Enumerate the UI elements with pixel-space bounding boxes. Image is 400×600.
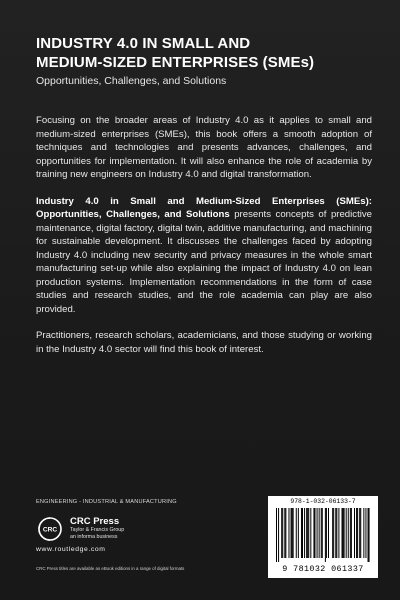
book-subtitle: Opportunities, Challenges, and Solutions [36, 75, 227, 87]
barcode-bar [308, 508, 309, 558]
barcode-bar [365, 508, 366, 558]
barcode-bar [310, 508, 311, 558]
barcode-bar [326, 508, 327, 558]
barcode-bar [325, 508, 326, 562]
isbn-barcode [268, 496, 378, 578]
barcode-bar [332, 508, 333, 558]
barcode-bar [288, 508, 289, 558]
barcode-bar [368, 508, 369, 562]
barcode-bar [338, 508, 339, 558]
subject-category: ENGINEERING - INDUSTRIAL & MANUFACTURING [36, 499, 177, 505]
barcode-bar [296, 508, 297, 558]
barcode-bar [307, 508, 308, 558]
crc-logo-icon [38, 517, 62, 541]
barcode-bar [354, 508, 355, 558]
title-line-2: MEDIUM-SIZED ENTERPRISES (SMEs) [36, 54, 315, 71]
barcode-bar [350, 508, 351, 558]
barcode-bar [285, 508, 286, 558]
publisher-name: CRC Press [70, 516, 120, 527]
barcode-bar [276, 508, 277, 562]
barcode-bar [291, 508, 292, 558]
isbn-number: 978-1-032-06133-7 [290, 498, 356, 505]
publisher-website: www.routledge.com [36, 546, 106, 553]
barcode-bar [363, 508, 364, 558]
barcode-bar [342, 508, 343, 558]
barcode-bar [306, 508, 307, 558]
barcode-bar [348, 508, 349, 558]
barcode-bar [313, 508, 314, 558]
title-line-1: INDUSTRY 4.0 IN SMALL AND [36, 35, 251, 52]
barcode-bar [360, 508, 361, 558]
barcode-bar [343, 508, 344, 558]
barcode-bar [322, 508, 323, 558]
barcode-bar [301, 508, 302, 558]
barcode-bar [346, 508, 347, 558]
barcode-bar [344, 508, 345, 558]
publisher-group: Taylor & Francis Group [70, 527, 125, 533]
paragraph-2-bold: Industry 4.0 in Small and Medium-Sized Enterprises (SMEs): Opportunities, Challenges, and Solutions [36, 195, 372, 220]
barcode-bar [335, 508, 336, 558]
barcode-bar [282, 508, 283, 558]
barcode-bar [281, 508, 282, 558]
barcode-bar [359, 508, 360, 558]
barcode-bar [319, 508, 320, 558]
barcode-bar [304, 508, 305, 558]
barcode-bar [292, 508, 293, 558]
barcode-bar [357, 508, 358, 558]
ebook-note: CRC Press titles are available as eBook editions in a range of digital formats [36, 566, 185, 571]
barcode-bar [298, 508, 299, 558]
barcode-bar [333, 508, 334, 558]
barcode-bar [317, 508, 318, 558]
description [36, 114, 372, 369]
barcode-bar [369, 508, 370, 562]
publisher-informa: an informa business [70, 534, 118, 540]
barcode-bar [356, 508, 357, 558]
barcode-bar [293, 508, 294, 558]
crc-logo-text: CRC [42, 526, 58, 534]
barcode-bar [328, 508, 329, 558]
barcode-bar [351, 508, 352, 558]
paragraph-2 [36, 195, 372, 317]
barcode-bar [336, 508, 337, 558]
barcode-bar [314, 508, 315, 558]
paragraph-2-rest: presents concepts of predictive maintenance, digital factory, digital twin, additive manufacturing, and machining for sustainable development. It discusses the challenges faced by adopting Industry 4.0 including new security and privacy measures in the whole smart manufacturing set-up while also explaining the impact of Industry 4.0 on lean production systems. Implementation recommendations in the form of case studies and research studies, and the role academia can play are also provided. [36, 209, 373, 315]
barcode-digits: 9 781032 061337 [282, 564, 364, 574]
paragraph-1: Focusing on the broader areas of Industry 4.0 as it applies to small and medium-sized enterprises (SMEs), this book offers a smooth adoption of techniques and technologies and presents advances, challenges, and opportunities for implementation. It will also enhance the role of academia by training new engineers on Industry 4.0 and digital transformation. [36, 115, 372, 180]
barcode-bar [302, 508, 303, 558]
publisher-block [70, 516, 124, 541]
barcode-bar [321, 508, 322, 558]
barcode-bar [284, 508, 285, 558]
barcode-bar [278, 508, 279, 562]
barcode-icon [276, 508, 370, 562]
book-title [36, 34, 376, 72]
paragraph-3: Practitioners, research scholars, academicians, and those studying or working in the Industry 4.0 sector will find this book of interest. [36, 330, 372, 355]
